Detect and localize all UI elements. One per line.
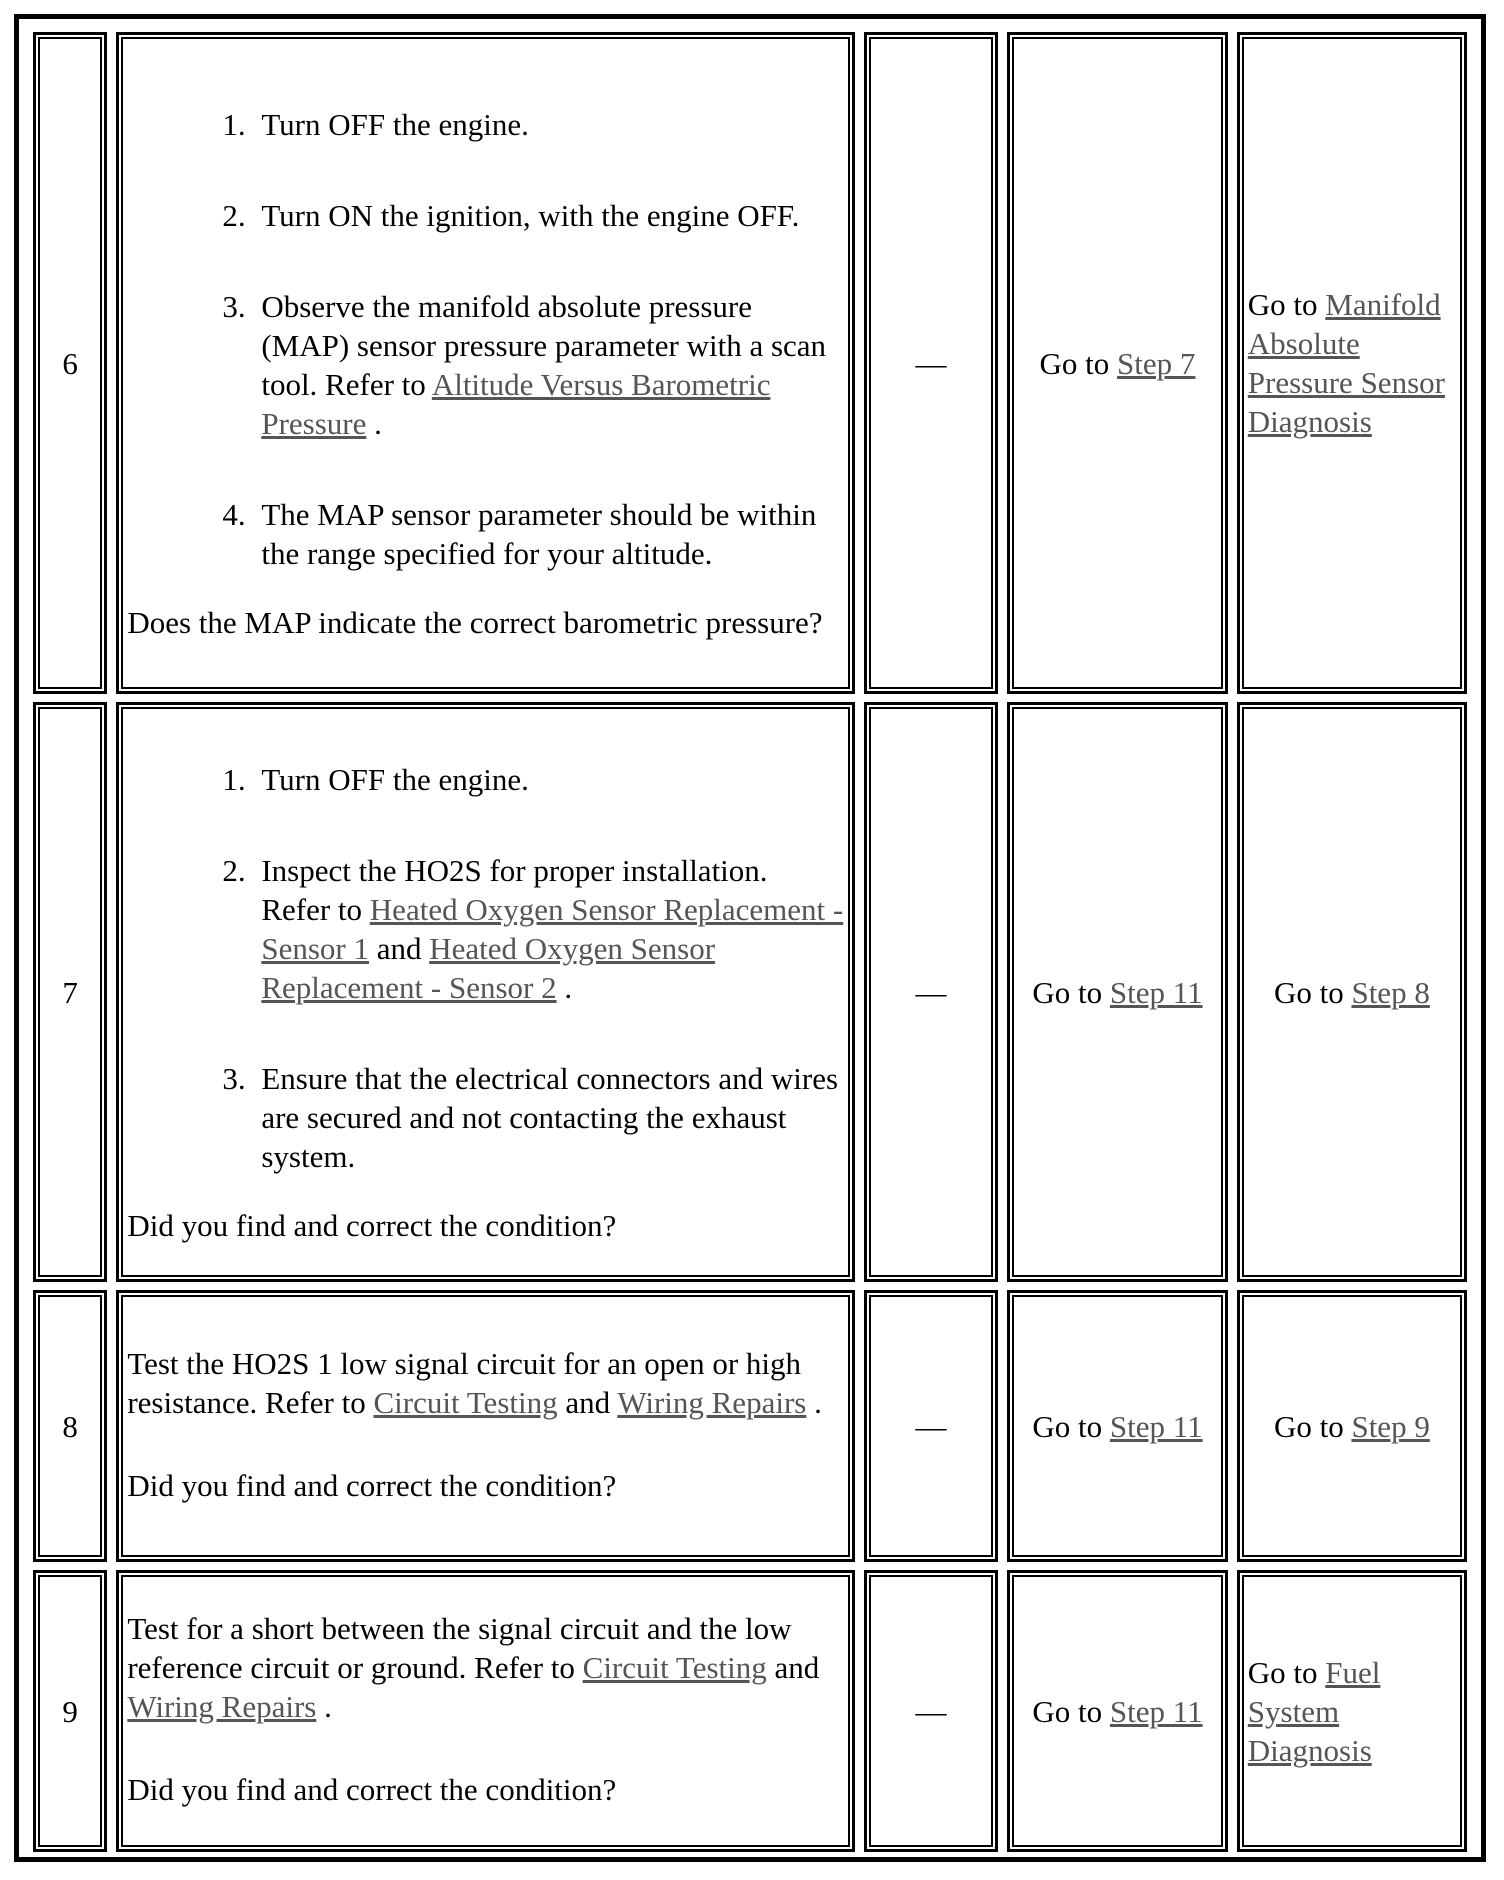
table-row bbox=[33, 32, 1467, 694]
link-step-9[interactable]: Step 9 bbox=[1351, 1408, 1430, 1444]
value-cell: — bbox=[864, 1570, 998, 1852]
no-cell: Go to Fuel System Diagnosis bbox=[1237, 1570, 1467, 1852]
spacer bbox=[127, 1422, 844, 1466]
list-item: 2. Inspect the HO2S for proper installation. Refer to Heated Oxygen Sensor Replacement - Sensor 1 and Heated Oxygen Sensor Replacement - Sensor 2 . bbox=[253, 851, 844, 1007]
link-fuel-system-diagnosis[interactable]: Fuel System Diagnosis bbox=[1247, 1654, 1381, 1768]
action-text: Test the HO2S 1 low signal circuit for an open or high resistance. Refer to Circuit Testing and Wiring Repairs . bbox=[127, 1345, 822, 1420]
no-cell: Go to Step 9 bbox=[1237, 1290, 1467, 1562]
value-cell: — bbox=[864, 32, 998, 694]
link-step-11[interactable]: Step 11 bbox=[1109, 974, 1203, 1010]
action-text: Test for a short between the signal circuit and the low reference circuit or ground. Refer to Circuit Testing and Wiring Repairs . bbox=[127, 1611, 820, 1724]
list-item: 1. Turn OFF the engine. bbox=[253, 105, 844, 144]
table-row bbox=[33, 1570, 1467, 1852]
link-step-8[interactable]: Step 8 bbox=[1351, 974, 1430, 1010]
step-number: 6 bbox=[33, 32, 107, 694]
list-item: 2. Turn ON the ignition, with the engine OFF. bbox=[253, 196, 844, 235]
step-number: 9 bbox=[33, 1570, 107, 1852]
action-steps bbox=[127, 760, 844, 1176]
question-text: Does the MAP indicate the correct barometric pressure? bbox=[127, 604, 823, 640]
yes-cell: Go to Step 7 bbox=[1007, 32, 1228, 694]
yes-cell: Go to Step 11 bbox=[1007, 702, 1228, 1282]
table-row bbox=[33, 702, 1467, 1282]
link-heated-oxygen-sensor-replacement-2[interactable]: Heated Oxygen Sensor Replacement - Sensor 2 bbox=[261, 930, 716, 1005]
link-wiring-repairs[interactable]: Wiring Repairs bbox=[127, 1689, 317, 1724]
link-manifold-absolute-pressure-sensor-diagnosis[interactable]: Manifold Absolute Pressure Sensor Diagnosis bbox=[1247, 287, 1445, 439]
question-text: Did you find and correct the condition? bbox=[127, 1207, 617, 1243]
diagnostic-table bbox=[24, 24, 1476, 1860]
action-cell bbox=[116, 702, 855, 1282]
action-cell bbox=[116, 1570, 855, 1852]
diagnostic-table-frame bbox=[14, 14, 1486, 1862]
link-circuit-testing[interactable]: Circuit Testing bbox=[582, 1650, 767, 1685]
action-cell bbox=[116, 1290, 855, 1562]
value-cell: — bbox=[864, 1290, 998, 1562]
step-number: 8 bbox=[33, 1290, 107, 1562]
link-step-7[interactable]: Step 7 bbox=[1117, 345, 1196, 381]
no-cell: Go to Step 8 bbox=[1237, 702, 1467, 1282]
spacer bbox=[127, 1726, 844, 1770]
no-cell: Go to Manifold Absolute Pressure Sensor Diagnosis bbox=[1237, 32, 1467, 694]
link-wiring-repairs[interactable]: Wiring Repairs bbox=[617, 1384, 807, 1420]
yes-cell: Go to Step 11 bbox=[1007, 1290, 1228, 1562]
value-cell: — bbox=[864, 702, 998, 1282]
step-number: 7 bbox=[33, 702, 107, 1282]
question-text: Did you find and correct the condition? bbox=[127, 1772, 617, 1807]
link-step-11[interactable]: Step 11 bbox=[1109, 1693, 1203, 1729]
link-step-11[interactable]: Step 11 bbox=[1109, 1408, 1203, 1444]
action-steps bbox=[127, 105, 844, 573]
link-heated-oxygen-sensor-replacement-1[interactable]: Heated Oxygen Sensor Replacement - Sensor 1 bbox=[261, 891, 844, 966]
link-circuit-testing[interactable]: Circuit Testing bbox=[373, 1384, 558, 1420]
question-text: Did you find and correct the condition? bbox=[127, 1467, 617, 1503]
action-cell bbox=[116, 32, 855, 694]
list-item: 3. Observe the manifold absolute pressure (MAP) sensor pressure parameter with a scan tool. Refer to Altitude Versus Barometric Pressure . bbox=[253, 287, 844, 443]
list-item: 1. Turn OFF the engine. bbox=[253, 760, 844, 799]
list-item: 3. Ensure that the electrical connectors and wires are secured and not contacting the exhaust system. bbox=[253, 1059, 844, 1176]
list-item: 4. The MAP sensor parameter should be within the range specified for your altitude. bbox=[253, 495, 844, 573]
table-row bbox=[33, 1290, 1467, 1562]
yes-cell: Go to Step 11 bbox=[1007, 1570, 1228, 1852]
link-altitude-versus-barometric-pressure[interactable]: Altitude Versus Barometric Pressure bbox=[261, 366, 771, 441]
